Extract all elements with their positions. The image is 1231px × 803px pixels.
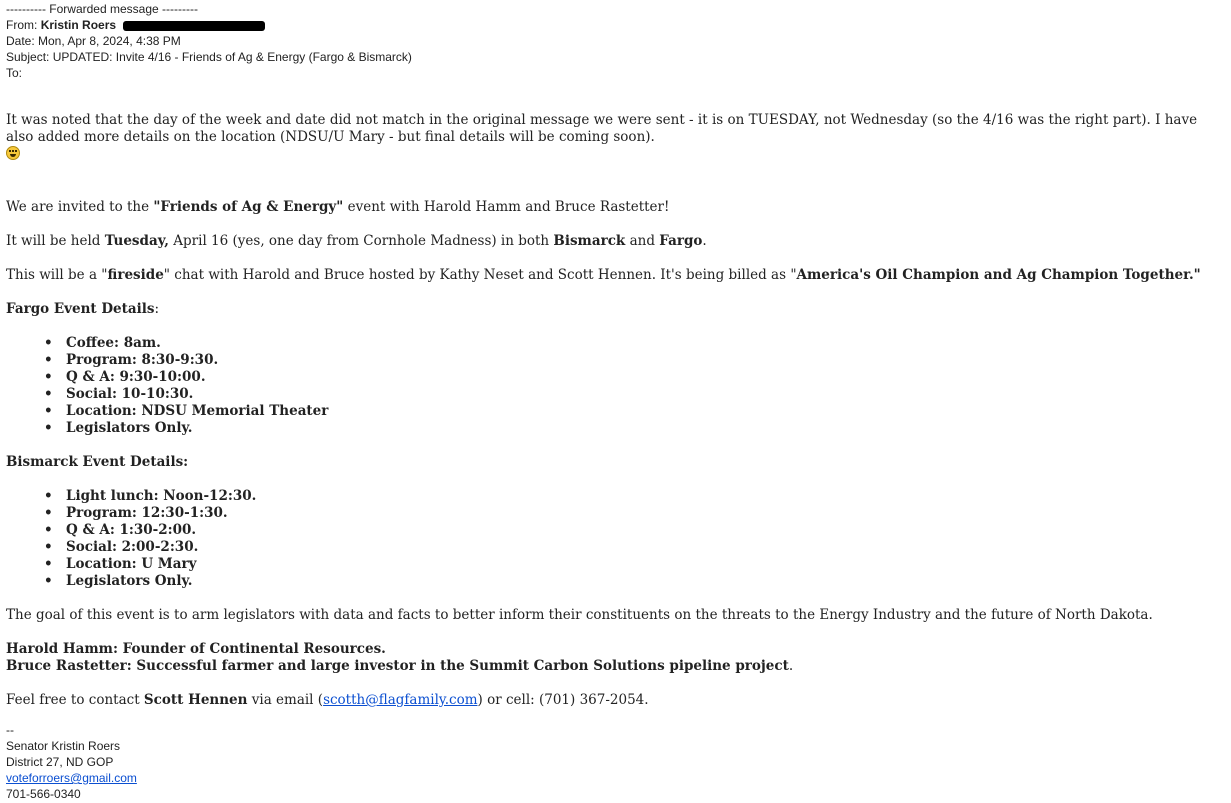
held-city-bismarck: Bismarck [553,233,626,249]
held-day: Tuesday, [104,233,169,249]
goal-paragraph: The goal of this event is to arm legislators with data and facts to better inform their constituents on the threats to the Energy Industry and the future of North Dakota. [6,607,1153,623]
held-pre: It will be held [6,233,105,249]
contact-paragraph [6,692,1224,709]
list-item: • Coffee: 8am. [66,335,1224,352]
chat-paragraph [6,267,1224,284]
to-line: To: [6,66,23,80]
list-item: • Q & A: 1:30-2:00. [66,522,1224,539]
fargo-details-list [6,335,1224,437]
bismarck-details-list [6,488,1224,590]
bismarck-heading [6,454,1224,471]
event-name: "Friends of Ag & Energy" [153,199,344,215]
list-item: • Program: 8:30-9:30. [66,352,1224,369]
signature-name: Senator Kristin Roers [6,739,121,753]
held-paragraph [6,233,1224,250]
chat-mid: " chat with Harold and Bruce hosted by Kathy Neset and Scott Hennen. It's being billed as " [163,267,797,283]
list-item: • Light lunch: Noon-12:30. [66,488,1224,505]
list-item: • Program: 12:30-1:30. [66,505,1224,522]
invite-pre: We are invited to the [6,199,154,215]
intro-paragraph: It was noted that the day of the week and date did not match in the original message we were sent - it is on TUESDAY, not Wednesday (so the 4/16 was the right part). I have also added more details on the location (NDSU/U Mary - but final details will be coming soon). [6,112,1198,145]
bio-rastetter-end: . [788,658,794,674]
chat-billing: America's Oil Champion and Ag Champion Together. [796,267,1194,283]
date-line: Date: Mon, Apr 8, 2024, 4:38 PM [6,34,181,48]
forwarded-line: ---------- Forwarded message --------- [6,2,198,16]
message-body [6,112,1224,709]
bio-hamm [6,641,1224,658]
smiley-emoji-icon [6,146,20,160]
held-end: . [702,233,707,249]
signature-email-link[interactable]: voteforroers@gmail.com [6,771,137,785]
signature-phone: 701-566-0340 [6,787,81,801]
held-mid: April 16 (yes, one day from Cornhole Madness) in both [168,233,554,249]
from-label: From: [6,18,38,32]
from-name: Kristin Roers [40,18,117,32]
emoji-line [6,146,1224,165]
from-line [6,17,412,33]
subject-line: Subject: UPDATED: Invite 4/16 - Friends of Ag & Energy (Fargo & Bismarck) [6,50,412,64]
bio-hamm-text: Harold Hamm: Founder of Continental Resources. [6,641,386,657]
forwarded-header [6,1,412,81]
contact-pre: Feel free to contact [6,692,144,708]
fargo-heading-colon: : [154,301,160,317]
chat-pre: This will be a " [6,267,108,283]
invite-paragraph [6,199,1224,216]
held-and: and [625,233,660,249]
contact-email-link[interactable]: scotth@flagfamily.com [323,692,478,708]
list-item: • Legislators Only. [66,573,1224,590]
list-item: • Social: 2:00-2:30. [66,539,1224,556]
fargo-heading [6,301,1224,318]
list-item: • Legislators Only. [66,420,1224,437]
contact-name: Scott Hennen [143,692,248,708]
list-item: • Social: 10-10:30. [66,386,1224,403]
bio-rastetter [6,658,1224,675]
contact-mid: via email ( [247,692,324,708]
signature [6,722,137,802]
fargo-heading-text: Fargo Event Details [6,301,155,317]
redacted-email [123,21,265,31]
chat-end: " [1193,267,1201,283]
bio-rastetter-text: Bruce Rastetter: Successful farmer and large investor in the Summit Carbon Solutions pipeline project [6,658,789,674]
contact-post: ) or cell: (701) 367-2054. [477,692,649,708]
bismarck-heading-text: Bismarck Event Details: [6,454,189,470]
signature-district: District 27, ND GOP [6,755,114,769]
held-city-fargo: Fargo [659,233,703,249]
signature-dashes: -- [6,723,14,737]
invite-post: event with Harold Hamm and Bruce Rastetter! [343,199,670,215]
list-item: • Location: NDSU Memorial Theater [66,403,1224,420]
list-item: • Location: U Mary [66,556,1224,573]
chat-fireside: fireside [107,267,164,283]
list-item: • Q & A: 9:30-10:00. [66,369,1224,386]
